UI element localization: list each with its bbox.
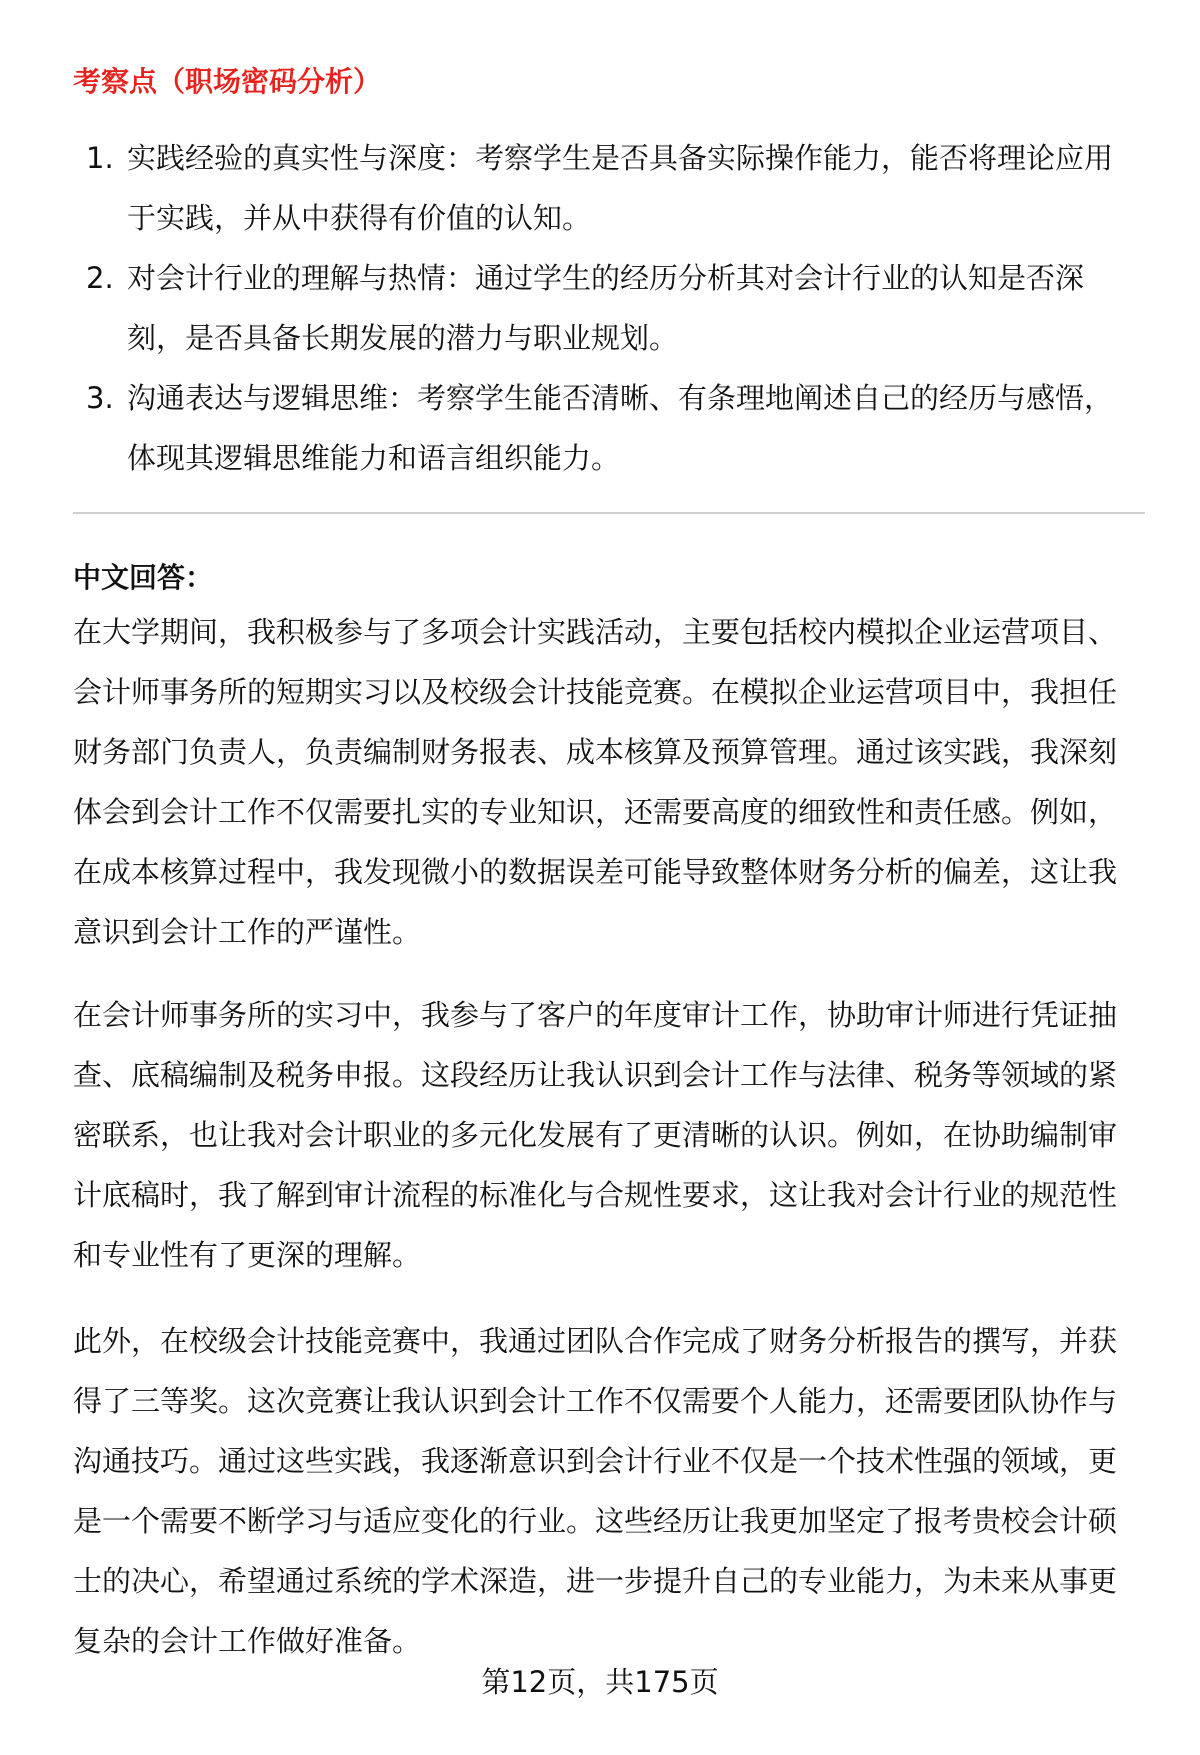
text-line: 意识到会计工作的严谨性。 [73, 915, 422, 949]
paragraph-3 [73, 1311, 1143, 1671]
paragraph-2 [73, 985, 1143, 1285]
text-line: 刻，是否具备长期发展的潜力与职业规划。 [127, 321, 679, 355]
list-number: 1. [86, 141, 114, 175]
list-item [0, 128, 1200, 248]
text-line: 财务部门负责人，负责编制财务报表、成本核算及预算管理。通过该实践，我深刻 [73, 735, 1118, 769]
section-title: 考察点（职场密码分析） [73, 65, 382, 98]
text-line: 对会计行业的理解与热情：通过学生的经历分析其对会计行业的认知是否深 [127, 261, 1085, 295]
text-line: 在大学期间，我积极参与了多项会计实践活动，主要包括校内模拟企业运营项目、 [73, 615, 1118, 649]
assessment-points-list [0, 128, 1200, 488]
text-line: 会计师事务所的短期实习以及校级会计技能竞赛。在模拟企业运营项目中，我担任 [73, 675, 1118, 709]
paragraph-1 [73, 602, 1143, 962]
answer-heading: 中文回答： [73, 561, 214, 594]
text-line: 得了三等奖。这次竞赛让我认识到会计工作不仅需要个人能力，还需要团队协作与 [73, 1384, 1118, 1418]
list-item [0, 248, 1200, 368]
text-line: 体会到会计工作不仅需要扎实的专业知识，还需要高度的细致性和责任感。例如， [73, 795, 1118, 829]
text-line: 于实践，并从中获得有价值的认知。 [127, 201, 592, 235]
divider [73, 512, 1145, 514]
list-number: 2. [86, 261, 114, 295]
text-line: 实践经验的真实性与深度：考察学生是否具备实际操作能力，能否将理论应用 [127, 141, 1114, 175]
text-line: 沟通技巧。通过这些实践，我逐渐意识到会计行业不仅是一个技术性强的领域，更 [73, 1444, 1118, 1478]
list-number: 3. [86, 381, 114, 415]
text-line: 密联系，也让我对会计职业的多元化发展有了更清晰的认识。例如，在协助编制审 [73, 1118, 1118, 1152]
text-line: 此外，在校级会计技能竞赛中，我通过团队合作完成了财务分析报告的撰写，并获 [73, 1324, 1118, 1358]
text-line: 计底稿时，我了解到审计流程的标准化与合规性要求，这让我对会计行业的规范性 [73, 1178, 1118, 1212]
text-line: 查、底稿编制及税务申报。这段经历让我认识到会计工作与法律、税务等领域的紧 [73, 1058, 1118, 1092]
text-line: 沟通表达与逻辑思维：考察学生能否清晰、有条理地阐述自己的经历与感悟， [127, 381, 1114, 415]
page-number: 第12页，共175页 [481, 1665, 719, 1699]
list-item [0, 368, 1200, 488]
text-line: 复杂的会计工作做好准备。 [73, 1624, 422, 1658]
text-line: 在会计师事务所的实习中，我参与了客户的年度审计工作，协助审计师进行凭证抽 [73, 998, 1118, 1032]
text-line: 和专业性有了更深的理解。 [73, 1238, 422, 1272]
text-line: 在成本核算过程中，我发现微小的数据误差可能导致整体财务分析的偏差，这让我 [73, 855, 1118, 889]
text-line: 士的决心，希望通过系统的学术深造，进一步提升自己的专业能力，为未来从事更 [73, 1564, 1118, 1598]
text-line: 体现其逻辑思维能力和语言组织能力。 [127, 441, 621, 475]
text-line: 是一个需要不断学习与适应变化的行业。这些经历让我更加坚定了报考贵校会计硕 [73, 1504, 1118, 1538]
